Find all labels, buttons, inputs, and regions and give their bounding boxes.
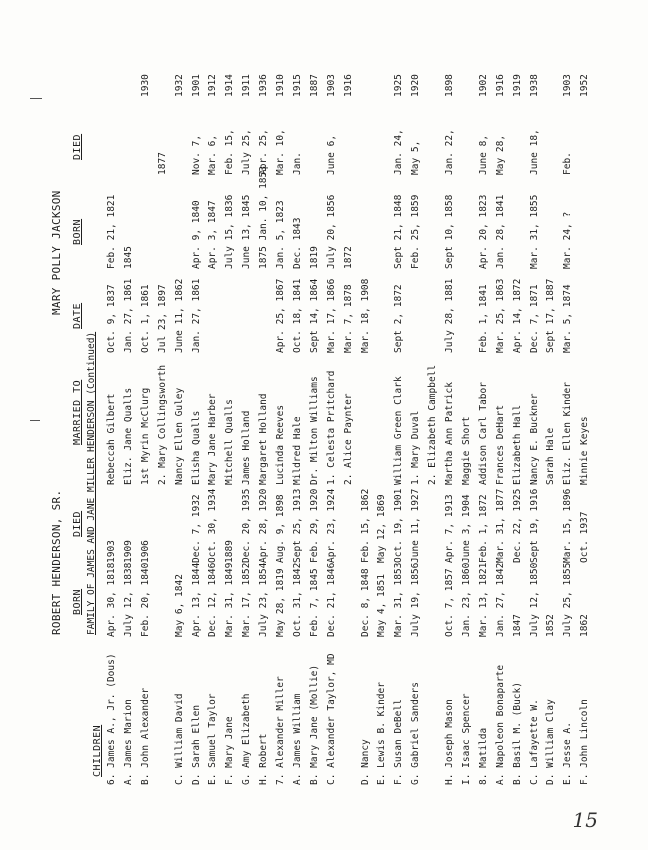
row-child: C. William David bbox=[173, 693, 185, 785]
row-year: 1930 bbox=[139, 74, 151, 97]
row-child: A. James William bbox=[291, 693, 303, 785]
row-year: 1914 bbox=[224, 74, 236, 97]
row-born: May 28, 1819 bbox=[275, 568, 286, 637]
row-year: 1903 bbox=[325, 74, 337, 97]
row-born: Dec. 21, 1846 bbox=[325, 562, 337, 637]
row-died: Apr. 7, 1913 bbox=[444, 494, 455, 563]
row-died: 1909 bbox=[122, 540, 134, 563]
row-born: 1852 bbox=[545, 614, 557, 637]
table-row bbox=[258, 55, 270, 785]
row-married-to: Sarah Hale bbox=[545, 427, 557, 485]
row-date: Sept 2, 1872 bbox=[393, 284, 405, 353]
row-spouse-born: Feb. 25, 1859 bbox=[410, 194, 422, 269]
row-spouse-died: June 8, bbox=[477, 134, 489, 175]
row-born: July 25, 1855 bbox=[562, 562, 574, 637]
row-date: July 28, 1881 bbox=[444, 278, 455, 353]
row-died: Oct. 1937 bbox=[579, 511, 591, 563]
row-born: Feb. 7, 1845 bbox=[308, 568, 320, 637]
table-row bbox=[343, 55, 355, 785]
row-date: Jul 23, 1897 bbox=[156, 284, 168, 353]
row-married-to: Lucinda Reeves bbox=[275, 404, 286, 485]
row-married-to: Eliz. Jane Qualls bbox=[122, 387, 134, 485]
row-born: July 12, 1838 bbox=[122, 562, 134, 637]
col-married-to: MARRIED TO bbox=[72, 379, 83, 445]
row-date: Apr. 14, 1872 bbox=[511, 278, 523, 353]
row-spouse-died: July 25, bbox=[241, 129, 253, 175]
table-row bbox=[478, 55, 490, 785]
row-date: Mar. 17, 1866 bbox=[325, 278, 337, 353]
row-married-to: 2. Alice Paynter bbox=[342, 393, 354, 485]
row-died: Feb. 29, 1920 bbox=[308, 488, 320, 563]
row-born: Feb. 20, 1840 bbox=[139, 562, 151, 637]
col-date: DATE bbox=[72, 302, 83, 329]
col-died: DIED bbox=[72, 510, 83, 537]
row-married-to: Mildred Hale bbox=[291, 416, 303, 485]
row-spouse-born: Apr. 3, 1847 bbox=[207, 200, 219, 269]
row-spouse-born: July 15, 1836 bbox=[224, 194, 236, 269]
row-spouse-born: Feb. 21, 1821 bbox=[106, 194, 117, 269]
table-row bbox=[207, 55, 219, 785]
row-spouse-died: May 28, bbox=[494, 134, 506, 175]
row-child: B. Mary Jane (Mollie) bbox=[308, 664, 320, 785]
row-died: June 3, 1904 bbox=[460, 494, 472, 563]
table-row bbox=[360, 55, 372, 785]
row-child: G. Amy Elizabeth bbox=[241, 693, 253, 785]
row-born: Dec. 8, 1848 bbox=[359, 568, 371, 637]
row-married-to: Minnie Keyes bbox=[579, 416, 591, 485]
family-subheading: FAMILY OF JAMES AND JANE MILLER HENDERSON (Continued) bbox=[86, 331, 97, 635]
row-child: F. John Lincoln bbox=[579, 699, 591, 785]
table-row bbox=[241, 55, 253, 785]
row-married-to: Margaret Holland bbox=[258, 393, 270, 485]
row-spouse-born: 1872 bbox=[342, 246, 354, 269]
table-row bbox=[292, 55, 304, 785]
row-married-to: 2. Mary Collingsworth bbox=[156, 364, 168, 485]
row-born: Jan. 23, 1860 bbox=[460, 562, 472, 637]
table-row bbox=[309, 55, 321, 785]
row-child: D. William Clay bbox=[545, 699, 557, 785]
row-married-to: Addison Carl Tabor bbox=[477, 382, 489, 485]
table-row bbox=[376, 55, 388, 785]
row-died: Mar. 15, 1896 bbox=[562, 488, 574, 563]
table-row bbox=[410, 55, 422, 785]
row-married-to: Rebeccah Gilbert bbox=[106, 393, 117, 485]
row-date: Mar. 5, 1874 bbox=[562, 284, 574, 353]
table-row bbox=[106, 55, 118, 785]
table-row bbox=[157, 55, 169, 785]
row-spouse-died: Jan. 22, bbox=[444, 129, 455, 175]
row-died: Mar. 31, 1877 bbox=[494, 488, 506, 563]
table-row bbox=[140, 55, 152, 785]
table-row bbox=[495, 55, 507, 785]
row-died: 1889 bbox=[224, 540, 236, 563]
row-year: 1902 bbox=[477, 74, 489, 97]
row-died: Oct. 30, 1934 bbox=[207, 488, 219, 563]
row-born: July 19, 1856 bbox=[410, 562, 422, 637]
row-date: Jan. 27, 1861 bbox=[122, 278, 134, 353]
row-year: 1936 bbox=[258, 74, 270, 97]
row-spouse-born: 1875 Jan. 10, 1853 bbox=[258, 166, 270, 269]
row-died: June 11, 1927 bbox=[410, 488, 422, 563]
row-born: Mar. 13, 1821 bbox=[477, 562, 489, 637]
row-died: Apr. 23, 1924 bbox=[325, 488, 337, 563]
row-died: May 12, 1869 bbox=[376, 494, 388, 563]
row-spouse-died: Mar. 10, bbox=[275, 129, 286, 175]
row-spouse-died: Jan. bbox=[291, 152, 303, 175]
row-died: Feb. 1, 1872 bbox=[477, 494, 489, 563]
row-year: 1911 bbox=[241, 74, 253, 97]
table-row bbox=[326, 55, 338, 785]
row-spouse-born: July 20, 1856 bbox=[325, 194, 337, 269]
row-married-to: Nancy Ellen Guley bbox=[173, 387, 185, 485]
row-year: 1898 bbox=[444, 74, 455, 97]
row-date: Apr. 25, 1867 bbox=[275, 278, 286, 353]
row-child: 6. James A., Jr. (Dous) bbox=[106, 653, 117, 785]
row-date: Oct. 1, 1861 bbox=[139, 284, 151, 353]
table-row bbox=[191, 55, 203, 785]
row-year: 1901 bbox=[190, 74, 202, 97]
row-child: D. Sarah Ellen bbox=[190, 704, 202, 785]
row-married-to: 1. Mary Duval bbox=[410, 410, 422, 485]
row-died: Oct. 19, 1901 bbox=[393, 488, 405, 563]
row-born: Mar. 31, 1849 bbox=[224, 562, 236, 637]
row-spouse-born: 1819 bbox=[308, 246, 320, 269]
row-child: 8. Matilda bbox=[477, 727, 489, 785]
col-born: BORN bbox=[72, 588, 83, 615]
table-row bbox=[393, 55, 405, 785]
row-spouse-died: Apr. 25, bbox=[258, 129, 270, 175]
row-born: Oct. 31, 1842 bbox=[291, 562, 303, 637]
row-spouse-died: Jan. 24, bbox=[393, 129, 405, 175]
row-died: Sept 19, 1916 bbox=[528, 488, 540, 563]
row-married-to: James Holland bbox=[241, 410, 253, 485]
table-row bbox=[562, 55, 574, 785]
table-row bbox=[224, 55, 236, 785]
row-died: 1906 bbox=[139, 540, 151, 563]
row-child: B. Basil M. (Buck) bbox=[511, 682, 523, 785]
row-born: Apr. 13, 1844 bbox=[190, 562, 202, 637]
row-date: Sept 17, 1887 bbox=[545, 278, 557, 353]
row-spouse-died: Feb. 15, bbox=[224, 129, 236, 175]
row-spouse-born: Mar. 24, ? bbox=[562, 211, 574, 269]
row-born: July 23, 1854 bbox=[258, 562, 270, 637]
row-date: Jan. 27, 1861 bbox=[190, 278, 202, 353]
row-child: E. Samuel Taylor bbox=[207, 693, 219, 785]
row-year: 1920 bbox=[410, 74, 422, 97]
row-spouse-born: Apr. 9, 1840 bbox=[190, 200, 202, 269]
row-spouse-born: Dec. 1843 bbox=[291, 217, 303, 269]
row-married-to: Maggie Short bbox=[460, 416, 472, 485]
row-died: Aug. 9, 1898 bbox=[275, 494, 286, 563]
row-married-to: Mitchell Qualls bbox=[224, 399, 236, 485]
row-year: 1916 bbox=[342, 74, 354, 97]
row-spouse-died: Nov. 7, bbox=[190, 134, 202, 175]
row-child: B. John Alexander bbox=[139, 687, 151, 785]
row-child: F. Mary Jane bbox=[224, 716, 236, 785]
row-child: 7. Alexander Miller bbox=[275, 676, 286, 785]
row-child: C. Alexander Taylor, MD bbox=[325, 653, 337, 785]
row-year: 1915 bbox=[291, 74, 303, 97]
row-child: H. Joseph Mason bbox=[444, 699, 455, 785]
table-row bbox=[427, 55, 439, 785]
row-year: 1938 bbox=[528, 74, 540, 97]
row-date: Mar. 18, 1908 bbox=[359, 278, 371, 353]
table-row bbox=[461, 55, 473, 785]
row-married-to: Elizabeth Hall bbox=[511, 404, 523, 485]
right-title: MARY POLLY JACKSON bbox=[50, 190, 63, 315]
row-married-to: William Green Clark bbox=[393, 376, 405, 485]
row-born: Dec. 12, 1846 bbox=[207, 562, 219, 637]
row-year: 1932 bbox=[173, 74, 185, 97]
page-number: 15 bbox=[572, 808, 598, 832]
row-child: F. Susan DeBell bbox=[393, 699, 405, 785]
row-born: Mar. 17, 1852 bbox=[241, 562, 253, 637]
row-spouse-born: 1845 bbox=[122, 246, 134, 269]
row-child: A. Napoleon Bonaparte bbox=[494, 664, 506, 785]
row-spouse-born: Sept 21, 1848 bbox=[393, 194, 405, 269]
row-year: 1910 bbox=[275, 74, 286, 97]
row-born: May 4, 1851 bbox=[376, 574, 388, 637]
row-died: Sept 25, 1913 bbox=[291, 488, 303, 563]
table-row bbox=[444, 55, 456, 785]
row-died: Dec. 20, 1935 bbox=[241, 488, 253, 563]
row-married-to: 1st Myrin McClurg bbox=[139, 387, 151, 485]
row-born: Apr. 30, 1818 bbox=[106, 562, 117, 637]
row-married-to: Dr. Milton Williams bbox=[308, 376, 320, 485]
row-died: Dec. 7, 1932 bbox=[190, 494, 202, 563]
row-spouse-died: Mar. 6, bbox=[207, 134, 219, 175]
row-died: Dec. 22, 1925 bbox=[511, 488, 523, 563]
row-child: H. Robert bbox=[258, 733, 270, 785]
row-married-to: 1. Celesta Pritchard bbox=[325, 370, 337, 485]
table-row bbox=[512, 55, 524, 785]
row-child: E. Jesse A. bbox=[562, 722, 574, 785]
row-born: May 6, 1842 bbox=[173, 574, 185, 637]
row-married-to: Nancy E. Buckner bbox=[528, 393, 540, 485]
row-year: 1912 bbox=[207, 74, 219, 97]
row-born: Mar. 31, 1853 bbox=[393, 562, 405, 637]
row-married-to: Elisha Qualls bbox=[190, 410, 202, 485]
row-spouse-born: Jan. 28, 1841 bbox=[494, 194, 506, 269]
row-year: 1916 bbox=[494, 74, 506, 97]
row-date: Dec. 7, 1871 bbox=[528, 284, 540, 353]
table-row bbox=[174, 55, 186, 785]
row-date: Feb. 1, 1841 bbox=[477, 284, 489, 353]
row-child: C. Lafayette W. bbox=[528, 699, 540, 785]
row-date: Mar. 7, 1878 bbox=[342, 284, 354, 353]
table-row bbox=[275, 55, 287, 785]
row-date: Sept 14, 1864 bbox=[308, 278, 320, 353]
row-year: 1887 bbox=[308, 74, 320, 97]
row-born: 1847 bbox=[511, 614, 523, 637]
row-born: Jan. 27, 1842 bbox=[494, 562, 506, 637]
row-married-to: Martha Ann Patrick bbox=[444, 382, 455, 485]
row-died: 1903 bbox=[106, 540, 117, 563]
scan-mark bbox=[30, 420, 40, 421]
row-spouse-died: Feb. bbox=[562, 152, 574, 175]
row-spouse-born: Sept 10, 1858 bbox=[444, 194, 455, 269]
row-spouse-died: June 18, bbox=[528, 129, 540, 175]
row-spouse-died: 1877 bbox=[156, 152, 168, 175]
row-date: Oct. 9, 1837 bbox=[106, 284, 117, 353]
table-row bbox=[545, 55, 557, 785]
row-spouse-born: Mar. 31, 1855 bbox=[528, 194, 540, 269]
row-married-to: 2. Elizabeth Campbell bbox=[427, 364, 439, 485]
row-born: July 12, 1850 bbox=[528, 562, 540, 637]
row-spouse-died: June 6, bbox=[325, 134, 337, 175]
row-year: 1925 bbox=[393, 74, 405, 97]
row-spouse-born: Jan. 5, 1823 bbox=[275, 200, 286, 269]
col-born2: BORN bbox=[72, 218, 83, 245]
left-title: ROBERT HENDERSON, SR. bbox=[50, 489, 63, 635]
row-year: 1919 bbox=[511, 74, 523, 97]
row-married-to: Mary Jane Harber bbox=[207, 393, 219, 485]
row-child: E. Lewis B. Kinder bbox=[376, 682, 388, 785]
row-date: Mar. 25, 1863 bbox=[494, 278, 506, 353]
row-died: Apr. 28, 1920 bbox=[258, 488, 270, 563]
table-row bbox=[529, 55, 541, 785]
row-married-to: Frances DeHart bbox=[494, 404, 506, 485]
row-child: D. Nancy bbox=[359, 739, 371, 785]
row-year: 1903 bbox=[562, 74, 574, 97]
table-row bbox=[579, 55, 591, 785]
row-date: June 11, 1862 bbox=[173, 278, 185, 353]
row-spouse-born: Apr. 20, 1823 bbox=[477, 194, 489, 269]
rotated-record-table bbox=[40, 55, 600, 785]
row-died: Feb. 15, 1862 bbox=[359, 488, 371, 563]
col-died2: DIED bbox=[72, 133, 83, 160]
row-date: Oct. 18, 1841 bbox=[291, 278, 303, 353]
row-spouse-born: June 13, 1845 bbox=[241, 194, 253, 269]
row-born: Oct. 7, 1857 bbox=[444, 568, 455, 637]
row-born: 1862 bbox=[579, 614, 591, 637]
row-child: G. Gabriel Sanders bbox=[410, 682, 422, 785]
row-year: 1952 bbox=[579, 74, 591, 97]
row-married-to: Eliz. Ellen Kinder bbox=[562, 382, 574, 485]
row-child: A. James Marion bbox=[122, 699, 134, 785]
col-children: CHILDREN bbox=[92, 724, 103, 777]
row-spouse-died: May 5, bbox=[410, 140, 422, 175]
table-row bbox=[123, 55, 135, 785]
row-child: I. Isaac Spencer bbox=[460, 693, 472, 785]
